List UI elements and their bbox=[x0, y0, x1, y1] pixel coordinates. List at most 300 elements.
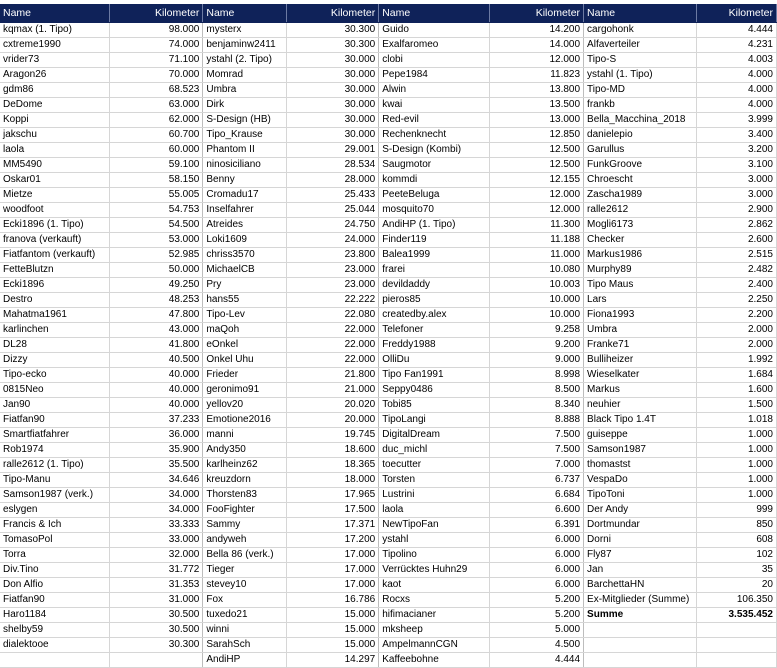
name-cell[interactable]: Emotione2016 bbox=[203, 413, 287, 428]
name-cell[interactable]: Jan bbox=[584, 563, 697, 578]
kilometer-cell[interactable]: 3.100 bbox=[697, 158, 777, 173]
kilometer-cell[interactable]: 28.534 bbox=[287, 158, 379, 173]
kilometer-cell[interactable]: 20.000 bbox=[287, 413, 379, 428]
name-cell[interactable]: Dizzy bbox=[0, 353, 110, 368]
kilometer-cell[interactable]: 59.100 bbox=[110, 158, 203, 173]
name-cell[interactable]: hans55 bbox=[203, 293, 287, 308]
kilometer-cell[interactable]: 40.000 bbox=[110, 398, 203, 413]
kilometer-cell[interactable]: 1.992 bbox=[697, 353, 777, 368]
kilometer-cell[interactable]: 6.737 bbox=[490, 473, 584, 488]
column-header-kilometer[interactable]: Kilometer bbox=[110, 4, 203, 23]
kilometer-cell[interactable]: 31.353 bbox=[110, 578, 203, 593]
kilometer-cell[interactable]: 35.500 bbox=[110, 458, 203, 473]
kilometer-cell[interactable]: 17.500 bbox=[287, 503, 379, 518]
name-cell[interactable]: Markus1986 bbox=[584, 248, 697, 263]
kilometer-cell[interactable]: 22.000 bbox=[287, 353, 379, 368]
kilometer-cell[interactable]: 31.772 bbox=[110, 563, 203, 578]
name-cell[interactable]: ralle2612 (1. Tipo) bbox=[0, 458, 110, 473]
kilometer-cell[interactable]: 18.365 bbox=[287, 458, 379, 473]
name-cell[interactable]: Bella_Macchina_2018 bbox=[584, 113, 697, 128]
name-cell[interactable]: Oskar01 bbox=[0, 173, 110, 188]
name-cell[interactable]: Momrad bbox=[203, 68, 287, 83]
kilometer-cell[interactable]: 30.000 bbox=[287, 113, 379, 128]
name-cell[interactable]: Fiatfan90 bbox=[0, 593, 110, 608]
name-cell[interactable]: benjaminw2411 bbox=[203, 38, 287, 53]
kilometer-cell[interactable]: 25.433 bbox=[287, 188, 379, 203]
kilometer-cell[interactable]: 17.000 bbox=[287, 578, 379, 593]
kilometer-cell[interactable]: 13.500 bbox=[490, 98, 584, 113]
kilometer-cell[interactable]: 2.900 bbox=[697, 203, 777, 218]
kilometer-cell[interactable]: 6.684 bbox=[490, 488, 584, 503]
kilometer-cell[interactable]: 10.080 bbox=[490, 263, 584, 278]
kilometer-cell[interactable]: 7.500 bbox=[490, 428, 584, 443]
kilometer-cell[interactable]: 13.000 bbox=[490, 113, 584, 128]
name-cell[interactable]: Pepe1984 bbox=[379, 68, 490, 83]
name-cell[interactable]: Wieselkater bbox=[584, 368, 697, 383]
kilometer-cell[interactable]: 30.000 bbox=[287, 53, 379, 68]
name-cell[interactable]: TipoLangi bbox=[379, 413, 490, 428]
kilometer-cell[interactable]: 20 bbox=[697, 578, 777, 593]
name-cell[interactable]: S-Design (HB) bbox=[203, 113, 287, 128]
kilometer-cell[interactable]: 2.000 bbox=[697, 338, 777, 353]
kilometer-cell[interactable]: 47.800 bbox=[110, 308, 203, 323]
name-cell[interactable]: Fiatfan90 bbox=[0, 413, 110, 428]
name-cell[interactable]: Murphy89 bbox=[584, 263, 697, 278]
name-cell[interactable]: Lars bbox=[584, 293, 697, 308]
name-cell[interactable]: karlinchen bbox=[0, 323, 110, 338]
name-cell[interactable]: AndiHP bbox=[203, 653, 287, 668]
kilometer-cell[interactable]: 30.000 bbox=[287, 98, 379, 113]
kilometer-cell[interactable]: 32.000 bbox=[110, 548, 203, 563]
kilometer-cell[interactable] bbox=[697, 638, 777, 653]
kilometer-cell[interactable]: 2.250 bbox=[697, 293, 777, 308]
name-cell[interactable]: kreuzdorn bbox=[203, 473, 287, 488]
kilometer-cell[interactable]: 40.000 bbox=[110, 368, 203, 383]
kilometer-cell[interactable]: 1.000 bbox=[697, 473, 777, 488]
name-cell[interactable]: Tipo-Manu bbox=[0, 473, 110, 488]
kilometer-cell[interactable]: 68.523 bbox=[110, 83, 203, 98]
name-cell[interactable]: Bulliheizer bbox=[584, 353, 697, 368]
column-header-name[interactable]: Name bbox=[584, 4, 697, 23]
kilometer-cell[interactable]: 34.000 bbox=[110, 488, 203, 503]
kilometer-cell[interactable]: 6.000 bbox=[490, 548, 584, 563]
name-cell[interactable]: Benny bbox=[203, 173, 287, 188]
name-cell[interactable]: winni bbox=[203, 623, 287, 638]
name-cell[interactable]: FunkGroove bbox=[584, 158, 697, 173]
kilometer-cell[interactable]: 7.500 bbox=[490, 443, 584, 458]
name-cell[interactable]: Seppy0486 bbox=[379, 383, 490, 398]
kilometer-cell[interactable]: 14.200 bbox=[490, 23, 584, 38]
kilometer-cell[interactable]: 6.000 bbox=[490, 578, 584, 593]
kilometer-cell[interactable]: 4.000 bbox=[697, 68, 777, 83]
kilometer-cell[interactable]: 30.000 bbox=[287, 83, 379, 98]
name-cell[interactable]: ystahl bbox=[379, 533, 490, 548]
kilometer-cell[interactable]: 5.200 bbox=[490, 608, 584, 623]
name-cell[interactable]: thomastst bbox=[584, 458, 697, 473]
kilometer-cell[interactable]: 30.000 bbox=[287, 68, 379, 83]
name-cell[interactable]: jakschu bbox=[0, 128, 110, 143]
name-cell[interactable]: mksheep bbox=[379, 623, 490, 638]
kilometer-cell[interactable]: 12.500 bbox=[490, 143, 584, 158]
name-cell[interactable]: danielepio bbox=[584, 128, 697, 143]
kilometer-cell[interactable]: 1.600 bbox=[697, 383, 777, 398]
kilometer-cell[interactable]: 12.000 bbox=[490, 203, 584, 218]
kilometer-cell[interactable]: 24.000 bbox=[287, 233, 379, 248]
name-cell[interactable]: Ecki1896 (1. Tipo) bbox=[0, 218, 110, 233]
name-cell[interactable]: Aragon26 bbox=[0, 68, 110, 83]
name-cell[interactable]: Rechenknecht bbox=[379, 128, 490, 143]
kilometer-cell[interactable]: 2.200 bbox=[697, 308, 777, 323]
kilometer-cell[interactable]: 1.000 bbox=[697, 443, 777, 458]
kilometer-cell[interactable]: 4.500 bbox=[490, 638, 584, 653]
name-cell[interactable]: AndiHP (1. Tipo) bbox=[379, 218, 490, 233]
kilometer-cell[interactable]: 9.000 bbox=[490, 353, 584, 368]
name-cell[interactable]: Don Alfio bbox=[0, 578, 110, 593]
kilometer-cell[interactable]: 60.700 bbox=[110, 128, 203, 143]
kilometer-cell[interactable]: 30.500 bbox=[110, 623, 203, 638]
column-header-kilometer[interactable]: Kilometer bbox=[490, 4, 584, 23]
kilometer-cell[interactable]: 53.000 bbox=[110, 233, 203, 248]
name-cell[interactable]: Andy350 bbox=[203, 443, 287, 458]
kilometer-cell[interactable]: 22.080 bbox=[287, 308, 379, 323]
kilometer-cell[interactable]: 11.300 bbox=[490, 218, 584, 233]
name-cell[interactable]: MichaelCB bbox=[203, 263, 287, 278]
kilometer-cell[interactable]: 52.985 bbox=[110, 248, 203, 263]
kilometer-cell[interactable]: 22.000 bbox=[287, 323, 379, 338]
kilometer-cell[interactable]: 11.188 bbox=[490, 233, 584, 248]
name-cell[interactable]: guiseppe bbox=[584, 428, 697, 443]
kilometer-cell[interactable]: 25.044 bbox=[287, 203, 379, 218]
kilometer-cell[interactable]: 55.005 bbox=[110, 188, 203, 203]
name-cell[interactable]: Tipo-Lev bbox=[203, 308, 287, 323]
kilometer-cell[interactable]: 4.444 bbox=[697, 23, 777, 38]
name-cell[interactable]: chriss3570 bbox=[203, 248, 287, 263]
kilometer-cell[interactable]: 12.000 bbox=[490, 53, 584, 68]
name-cell[interactable]: kommdi bbox=[379, 173, 490, 188]
kilometer-cell[interactable]: 2.600 bbox=[697, 233, 777, 248]
name-cell[interactable]: Haro1184 bbox=[0, 608, 110, 623]
kilometer-cell[interactable]: 34.000 bbox=[110, 503, 203, 518]
name-cell[interactable]: devildaddy bbox=[379, 278, 490, 293]
name-cell[interactable]: Alwin bbox=[379, 83, 490, 98]
name-cell[interactable]: Tobi85 bbox=[379, 398, 490, 413]
name-cell[interactable]: Atreides bbox=[203, 218, 287, 233]
name-cell[interactable]: clobi bbox=[379, 53, 490, 68]
kilometer-cell[interactable]: 54.500 bbox=[110, 218, 203, 233]
name-cell[interactable]: Tipo-MD bbox=[584, 83, 697, 98]
name-cell[interactable]: Loki1609 bbox=[203, 233, 287, 248]
name-cell[interactable]: eslygen bbox=[0, 503, 110, 518]
kilometer-cell[interactable]: 23.800 bbox=[287, 248, 379, 263]
name-cell[interactable]: Destro bbox=[0, 293, 110, 308]
name-cell[interactable]: Umbra bbox=[584, 323, 697, 338]
name-cell[interactable]: Exalfaromeo bbox=[379, 38, 490, 53]
name-cell[interactable]: vrider73 bbox=[0, 53, 110, 68]
name-cell[interactable]: Umbra bbox=[203, 83, 287, 98]
name-cell[interactable] bbox=[584, 638, 697, 653]
name-cell[interactable]: NewTipoFan bbox=[379, 518, 490, 533]
name-cell[interactable]: Tipo-ecko bbox=[0, 368, 110, 383]
kilometer-cell[interactable]: 35 bbox=[697, 563, 777, 578]
name-cell[interactable]: Tipolino bbox=[379, 548, 490, 563]
kilometer-cell[interactable]: 50.000 bbox=[110, 263, 203, 278]
kilometer-cell[interactable]: 2.400 bbox=[697, 278, 777, 293]
name-cell[interactable]: Rocxs bbox=[379, 593, 490, 608]
kilometer-cell[interactable]: 102 bbox=[697, 548, 777, 563]
kilometer-cell[interactable]: 18.600 bbox=[287, 443, 379, 458]
kilometer-cell[interactable]: 5.200 bbox=[490, 593, 584, 608]
kilometer-cell[interactable]: 3.535.452 bbox=[697, 608, 777, 623]
name-cell[interactable]: Div.Tino bbox=[0, 563, 110, 578]
kilometer-cell[interactable]: 1.500 bbox=[697, 398, 777, 413]
name-cell[interactable]: BarchettaHN bbox=[584, 578, 697, 593]
kilometer-cell[interactable]: 10.000 bbox=[490, 293, 584, 308]
kilometer-cell[interactable]: 18.000 bbox=[287, 473, 379, 488]
name-cell[interactable]: kqmax (1. Tipo) bbox=[0, 23, 110, 38]
name-cell[interactable]: AmpelmannCGN bbox=[379, 638, 490, 653]
kilometer-cell[interactable]: 2.000 bbox=[697, 323, 777, 338]
name-cell[interactable]: shelby59 bbox=[0, 623, 110, 638]
name-cell[interactable]: tuxedo21 bbox=[203, 608, 287, 623]
kilometer-cell[interactable]: 43.000 bbox=[110, 323, 203, 338]
kilometer-cell[interactable] bbox=[110, 653, 203, 668]
kilometer-cell[interactable]: 999 bbox=[697, 503, 777, 518]
kilometer-cell[interactable]: 12.500 bbox=[490, 158, 584, 173]
name-cell[interactable]: MM5490 bbox=[0, 158, 110, 173]
kilometer-cell[interactable]: 71.100 bbox=[110, 53, 203, 68]
name-cell[interactable]: ystahl (1. Tipo) bbox=[584, 68, 697, 83]
name-cell[interactable]: Pry bbox=[203, 278, 287, 293]
column-header-kilometer[interactable]: Kilometer bbox=[287, 4, 379, 23]
name-cell[interactable]: FetteBlutzn bbox=[0, 263, 110, 278]
name-cell[interactable]: Bella 86 (verk.) bbox=[203, 548, 287, 563]
name-cell[interactable]: mysterx bbox=[203, 23, 287, 38]
kilometer-cell[interactable]: 17.000 bbox=[287, 563, 379, 578]
kilometer-cell[interactable]: 9.200 bbox=[490, 338, 584, 353]
kilometer-cell[interactable]: 17.965 bbox=[287, 488, 379, 503]
name-cell[interactable]: Fly87 bbox=[584, 548, 697, 563]
kilometer-cell[interactable]: 17.000 bbox=[287, 548, 379, 563]
name-cell[interactable]: Balea1999 bbox=[379, 248, 490, 263]
kilometer-cell[interactable]: 12.000 bbox=[490, 188, 584, 203]
name-cell[interactable] bbox=[0, 653, 110, 668]
kilometer-cell[interactable]: 13.800 bbox=[490, 83, 584, 98]
kilometer-cell[interactable]: 4.444 bbox=[490, 653, 584, 668]
kilometer-cell[interactable]: 8.998 bbox=[490, 368, 584, 383]
name-cell[interactable]: cargohonk bbox=[584, 23, 697, 38]
kilometer-cell[interactable]: 4.000 bbox=[697, 83, 777, 98]
kilometer-cell[interactable]: 11.823 bbox=[490, 68, 584, 83]
kilometer-cell[interactable]: 1.018 bbox=[697, 413, 777, 428]
kilometer-cell[interactable]: 70.000 bbox=[110, 68, 203, 83]
name-cell[interactable]: 0815Neo bbox=[0, 383, 110, 398]
name-cell[interactable] bbox=[584, 653, 697, 668]
kilometer-cell[interactable]: 30.500 bbox=[110, 608, 203, 623]
name-cell[interactable]: Rob1974 bbox=[0, 443, 110, 458]
kilometer-cell[interactable]: 4.231 bbox=[697, 38, 777, 53]
kilometer-cell[interactable]: 2.862 bbox=[697, 218, 777, 233]
name-cell[interactable]: Dorni bbox=[584, 533, 697, 548]
column-header-name[interactable]: Name bbox=[379, 4, 490, 23]
name-cell[interactable]: DigitalDream bbox=[379, 428, 490, 443]
name-cell[interactable]: Chroescht bbox=[584, 173, 697, 188]
kilometer-cell[interactable]: 6.000 bbox=[490, 563, 584, 578]
kilometer-cell[interactable]: 40.500 bbox=[110, 353, 203, 368]
kilometer-cell[interactable]: 850 bbox=[697, 518, 777, 533]
kilometer-cell[interactable]: 12.850 bbox=[490, 128, 584, 143]
name-cell[interactable]: TipoToni bbox=[584, 488, 697, 503]
name-cell[interactable]: Inselfahrer bbox=[203, 203, 287, 218]
kilometer-cell[interactable]: 3.000 bbox=[697, 173, 777, 188]
name-cell[interactable]: stevey10 bbox=[203, 578, 287, 593]
name-cell[interactable]: Freddy1988 bbox=[379, 338, 490, 353]
kilometer-cell[interactable]: 58.150 bbox=[110, 173, 203, 188]
kilometer-cell[interactable]: 10.003 bbox=[490, 278, 584, 293]
kilometer-cell[interactable]: 28.000 bbox=[287, 173, 379, 188]
kilometer-cell[interactable]: 106.350 bbox=[697, 593, 777, 608]
name-cell[interactable]: Black Tipo 1.4T bbox=[584, 413, 697, 428]
kilometer-cell[interactable]: 2.482 bbox=[697, 263, 777, 278]
kilometer-cell[interactable]: 30.300 bbox=[110, 638, 203, 653]
name-cell[interactable]: Mogli6173 bbox=[584, 218, 697, 233]
name-cell[interactable]: Francis & Ich bbox=[0, 518, 110, 533]
kilometer-cell[interactable]: 33.333 bbox=[110, 518, 203, 533]
kilometer-cell[interactable]: 14.297 bbox=[287, 653, 379, 668]
name-cell[interactable]: Dortmundar bbox=[584, 518, 697, 533]
name-cell[interactable]: maQoh bbox=[203, 323, 287, 338]
kilometer-cell[interactable]: 16.786 bbox=[287, 593, 379, 608]
name-cell[interactable]: Red-evil bbox=[379, 113, 490, 128]
kilometer-cell[interactable]: 36.000 bbox=[110, 428, 203, 443]
kilometer-cell[interactable]: 5.000 bbox=[490, 623, 584, 638]
name-cell[interactable] bbox=[584, 623, 697, 638]
name-cell[interactable]: Finder119 bbox=[379, 233, 490, 248]
kilometer-cell[interactable]: 54.753 bbox=[110, 203, 203, 218]
kilometer-cell[interactable]: 98.000 bbox=[110, 23, 203, 38]
kilometer-cell[interactable]: 20.020 bbox=[287, 398, 379, 413]
name-cell[interactable]: ninosiciliano bbox=[203, 158, 287, 173]
name-cell[interactable]: Verrücktes Huhn29 bbox=[379, 563, 490, 578]
kilometer-cell[interactable]: 1.000 bbox=[697, 428, 777, 443]
name-cell[interactable]: Saugmotor bbox=[379, 158, 490, 173]
kilometer-cell[interactable]: 8.888 bbox=[490, 413, 584, 428]
kilometer-cell[interactable]: 63.000 bbox=[110, 98, 203, 113]
name-cell[interactable]: Markus bbox=[584, 383, 697, 398]
name-cell[interactable]: Jan90 bbox=[0, 398, 110, 413]
kilometer-cell[interactable]: 6.391 bbox=[490, 518, 584, 533]
name-cell[interactable]: SarahSch bbox=[203, 638, 287, 653]
kilometer-cell[interactable]: 29.001 bbox=[287, 143, 379, 158]
column-header-kilometer[interactable]: Kilometer bbox=[697, 4, 777, 23]
name-cell[interactable]: Thorsten83 bbox=[203, 488, 287, 503]
kilometer-cell[interactable]: 9.258 bbox=[490, 323, 584, 338]
name-cell[interactable]: Samson1987 (verk.) bbox=[0, 488, 110, 503]
kilometer-cell[interactable]: 7.000 bbox=[490, 458, 584, 473]
name-cell[interactable]: FooFighter bbox=[203, 503, 287, 518]
name-cell[interactable]: Tipo-S bbox=[584, 53, 697, 68]
name-cell[interactable]: pieros85 bbox=[379, 293, 490, 308]
kilometer-cell[interactable]: 30.000 bbox=[287, 128, 379, 143]
name-cell[interactable]: Frieder bbox=[203, 368, 287, 383]
name-cell[interactable]: Koppi bbox=[0, 113, 110, 128]
kilometer-cell[interactable]: 8.500 bbox=[490, 383, 584, 398]
kilometer-cell[interactable]: 23.000 bbox=[287, 263, 379, 278]
name-cell[interactable]: DL28 bbox=[0, 338, 110, 353]
kilometer-cell[interactable]: 6.000 bbox=[490, 533, 584, 548]
kilometer-cell[interactable]: 15.000 bbox=[287, 638, 379, 653]
name-cell[interactable]: eOnkel bbox=[203, 338, 287, 353]
name-cell[interactable]: S-Design (Kombi) bbox=[379, 143, 490, 158]
name-cell[interactable]: ralle2612 bbox=[584, 203, 697, 218]
kilometer-cell[interactable]: 49.250 bbox=[110, 278, 203, 293]
kilometer-cell[interactable]: 24.750 bbox=[287, 218, 379, 233]
name-cell[interactable]: manni bbox=[203, 428, 287, 443]
name-cell[interactable]: yellov20 bbox=[203, 398, 287, 413]
kilometer-cell[interactable]: 3.400 bbox=[697, 128, 777, 143]
kilometer-cell[interactable]: 17.371 bbox=[287, 518, 379, 533]
name-cell[interactable]: geronimo91 bbox=[203, 383, 287, 398]
name-cell[interactable]: createdby.alex bbox=[379, 308, 490, 323]
name-cell[interactable]: karlheinz62 bbox=[203, 458, 287, 473]
kilometer-cell[interactable]: 37.233 bbox=[110, 413, 203, 428]
kilometer-cell[interactable]: 17.200 bbox=[287, 533, 379, 548]
column-header-name[interactable]: Name bbox=[0, 4, 110, 23]
kilometer-cell[interactable]: 4.000 bbox=[697, 98, 777, 113]
kilometer-cell[interactable]: 21.800 bbox=[287, 368, 379, 383]
name-cell[interactable]: Tipo_Krause bbox=[203, 128, 287, 143]
kilometer-cell[interactable]: 11.000 bbox=[490, 248, 584, 263]
name-cell[interactable]: ystahl (2. Tipo) bbox=[203, 53, 287, 68]
name-cell[interactable]: DeDome bbox=[0, 98, 110, 113]
kilometer-cell[interactable]: 74.000 bbox=[110, 38, 203, 53]
name-cell[interactable]: Tieger bbox=[203, 563, 287, 578]
kilometer-cell[interactable]: 19.745 bbox=[287, 428, 379, 443]
name-cell[interactable]: dialektooe bbox=[0, 638, 110, 653]
kilometer-cell[interactable]: 48.253 bbox=[110, 293, 203, 308]
kilometer-cell[interactable]: 15.000 bbox=[287, 608, 379, 623]
name-cell[interactable]: Onkel Uhu bbox=[203, 353, 287, 368]
kilometer-cell[interactable]: 35.900 bbox=[110, 443, 203, 458]
name-cell[interactable]: Mietze bbox=[0, 188, 110, 203]
name-cell[interactable]: Kaffeebohne bbox=[379, 653, 490, 668]
name-cell[interactable]: Ex-Mitglieder (Summe) bbox=[584, 593, 697, 608]
name-cell[interactable]: Tipo Fan1991 bbox=[379, 368, 490, 383]
name-cell[interactable]: TomasoPol bbox=[0, 533, 110, 548]
kilometer-cell[interactable]: 40.000 bbox=[110, 383, 203, 398]
kilometer-cell[interactable]: 4.003 bbox=[697, 53, 777, 68]
name-cell[interactable]: PeeteBeluga bbox=[379, 188, 490, 203]
name-cell[interactable]: Fiatfantom (verkauft) bbox=[0, 248, 110, 263]
name-cell[interactable]: Torra bbox=[0, 548, 110, 563]
kilometer-cell[interactable]: 22.222 bbox=[287, 293, 379, 308]
kilometer-cell[interactable]: 1.000 bbox=[697, 458, 777, 473]
kilometer-cell[interactable]: 30.300 bbox=[287, 23, 379, 38]
kilometer-cell[interactable]: 30.300 bbox=[287, 38, 379, 53]
kilometer-cell[interactable]: 3.000 bbox=[697, 188, 777, 203]
name-cell[interactable]: VespaDo bbox=[584, 473, 697, 488]
name-cell[interactable]: andyweh bbox=[203, 533, 287, 548]
name-cell[interactable]: frankb bbox=[584, 98, 697, 113]
name-cell[interactable]: Lustrini bbox=[379, 488, 490, 503]
kilometer-cell[interactable]: 1.000 bbox=[697, 488, 777, 503]
name-cell[interactable]: kaot bbox=[379, 578, 490, 593]
name-cell[interactable]: laola bbox=[0, 143, 110, 158]
name-cell[interactable]: Guido bbox=[379, 23, 490, 38]
kilometer-cell[interactable] bbox=[697, 623, 777, 638]
name-cell[interactable]: Alfaverteiler bbox=[584, 38, 697, 53]
name-cell[interactable]: Smartfiatfahrer bbox=[0, 428, 110, 443]
kilometer-cell[interactable]: 23.000 bbox=[287, 278, 379, 293]
